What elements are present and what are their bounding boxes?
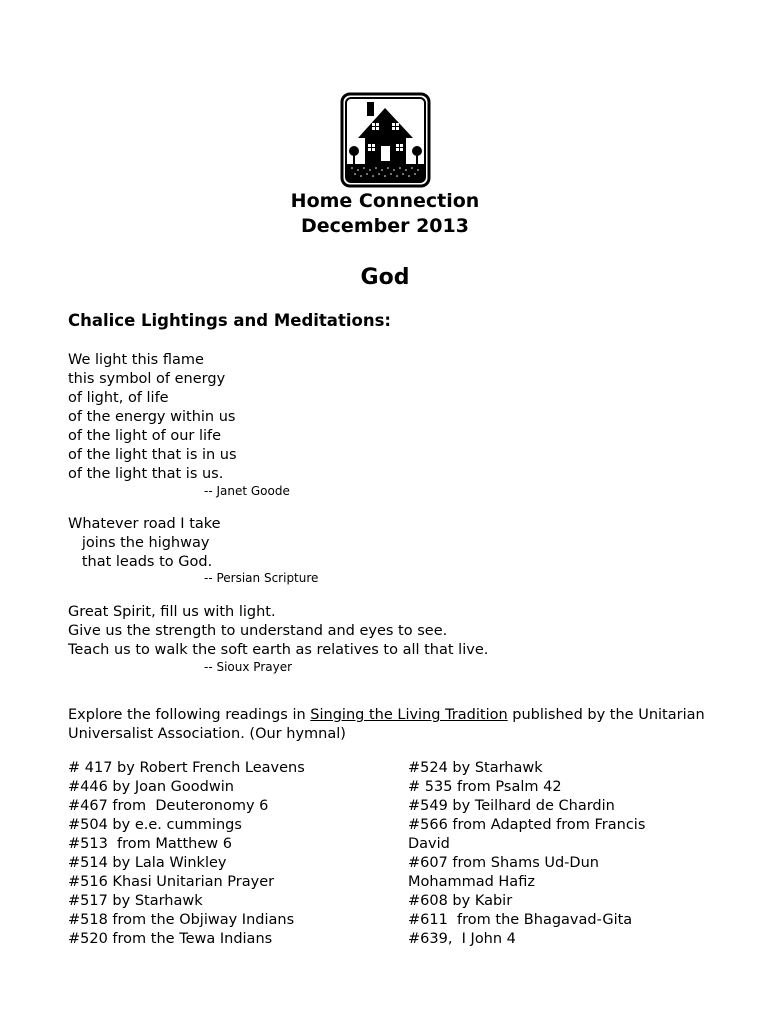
list-item: #467 from Deuteronomy 6 xyxy=(68,798,269,814)
section-heading: Chalice Lightings and Meditations: xyxy=(68,311,391,330)
poem-line: of the light of our life xyxy=(68,428,222,444)
poem-line: this symbol of energy xyxy=(68,371,226,387)
list-item: #518 from the Objiway Indians xyxy=(68,912,295,928)
list-item: #549 by Teilhard de Chardin xyxy=(408,798,615,814)
list-item: #524 by Starhawk xyxy=(408,760,543,776)
poem-janet-goode xyxy=(68,351,237,484)
list-item: #514 by Lala Winkley xyxy=(68,855,227,871)
list-item: #608 by Kabir xyxy=(408,893,513,909)
list-item: #607 from Shams Ud-Dun xyxy=(408,855,599,871)
poem-line: joins the highway xyxy=(68,535,210,551)
list-item: #504 by e.e. cummings xyxy=(68,817,242,833)
poem-line: Teach us to walk the soft earth as relatives to all that live. xyxy=(68,642,489,658)
house-logo-icon xyxy=(340,92,431,188)
poem-line: of the light that is us. xyxy=(68,466,224,482)
list-item: #611 from the Bhagavad-Gita xyxy=(408,912,633,928)
newsletter-title: Home Connection xyxy=(290,190,480,212)
list-item: #446 by Joan Goodwin xyxy=(68,779,234,795)
list-item: Mohammad Hafiz xyxy=(408,874,535,890)
poem-line: Give us the strength to understand and eyes to see. xyxy=(68,623,448,639)
poem-line: We light this flame xyxy=(68,352,204,368)
list-item: #516 Khasi Unitarian Prayer xyxy=(68,874,275,890)
list-item: #566 from Adapted from Francis xyxy=(408,817,646,833)
list-item: #517 by Starhawk xyxy=(68,893,203,909)
poem-line: of the light that is in us xyxy=(68,447,237,463)
poem-attribution: -- Sioux Prayer xyxy=(204,660,293,674)
list-item: # 535 from Psalm 42 xyxy=(408,779,562,795)
poem-line: that leads to God. xyxy=(68,554,213,570)
newsletter-date: December 2013 xyxy=(301,215,469,237)
poem-attribution: -- Persian Scripture xyxy=(204,571,319,585)
poem-line: Great Spirit, fill us with light. xyxy=(68,604,276,620)
poem-attribution: -- Janet Goode xyxy=(204,484,290,498)
poem-line: of light, of life xyxy=(68,390,169,406)
poem-sioux-prayer xyxy=(68,603,488,660)
list-item: # 417 by Robert French Leavens xyxy=(68,760,305,776)
list-item: #639, I John 4 xyxy=(408,931,516,947)
hymnal-link[interactable]: Singing the Living Tradition xyxy=(310,707,508,723)
explore-prefix: Explore the following readings in xyxy=(68,707,311,723)
poem-line: Whatever road I take xyxy=(68,516,221,532)
list-item: David xyxy=(408,836,450,852)
readings-right-column xyxy=(408,759,645,949)
topic-heading: God xyxy=(360,265,410,290)
readings-left-column xyxy=(68,759,305,949)
explore-paragraph xyxy=(68,706,708,744)
list-item: #520 from the Tewa Indians xyxy=(68,931,273,947)
explore-suffix: published by the Unitarian Universalist Association. (Our hymnal) xyxy=(68,707,705,742)
list-item: #513 from Matthew 6 xyxy=(68,836,232,852)
poem-line: of the energy within us xyxy=(68,409,236,425)
poem-persian-scripture xyxy=(68,515,221,572)
